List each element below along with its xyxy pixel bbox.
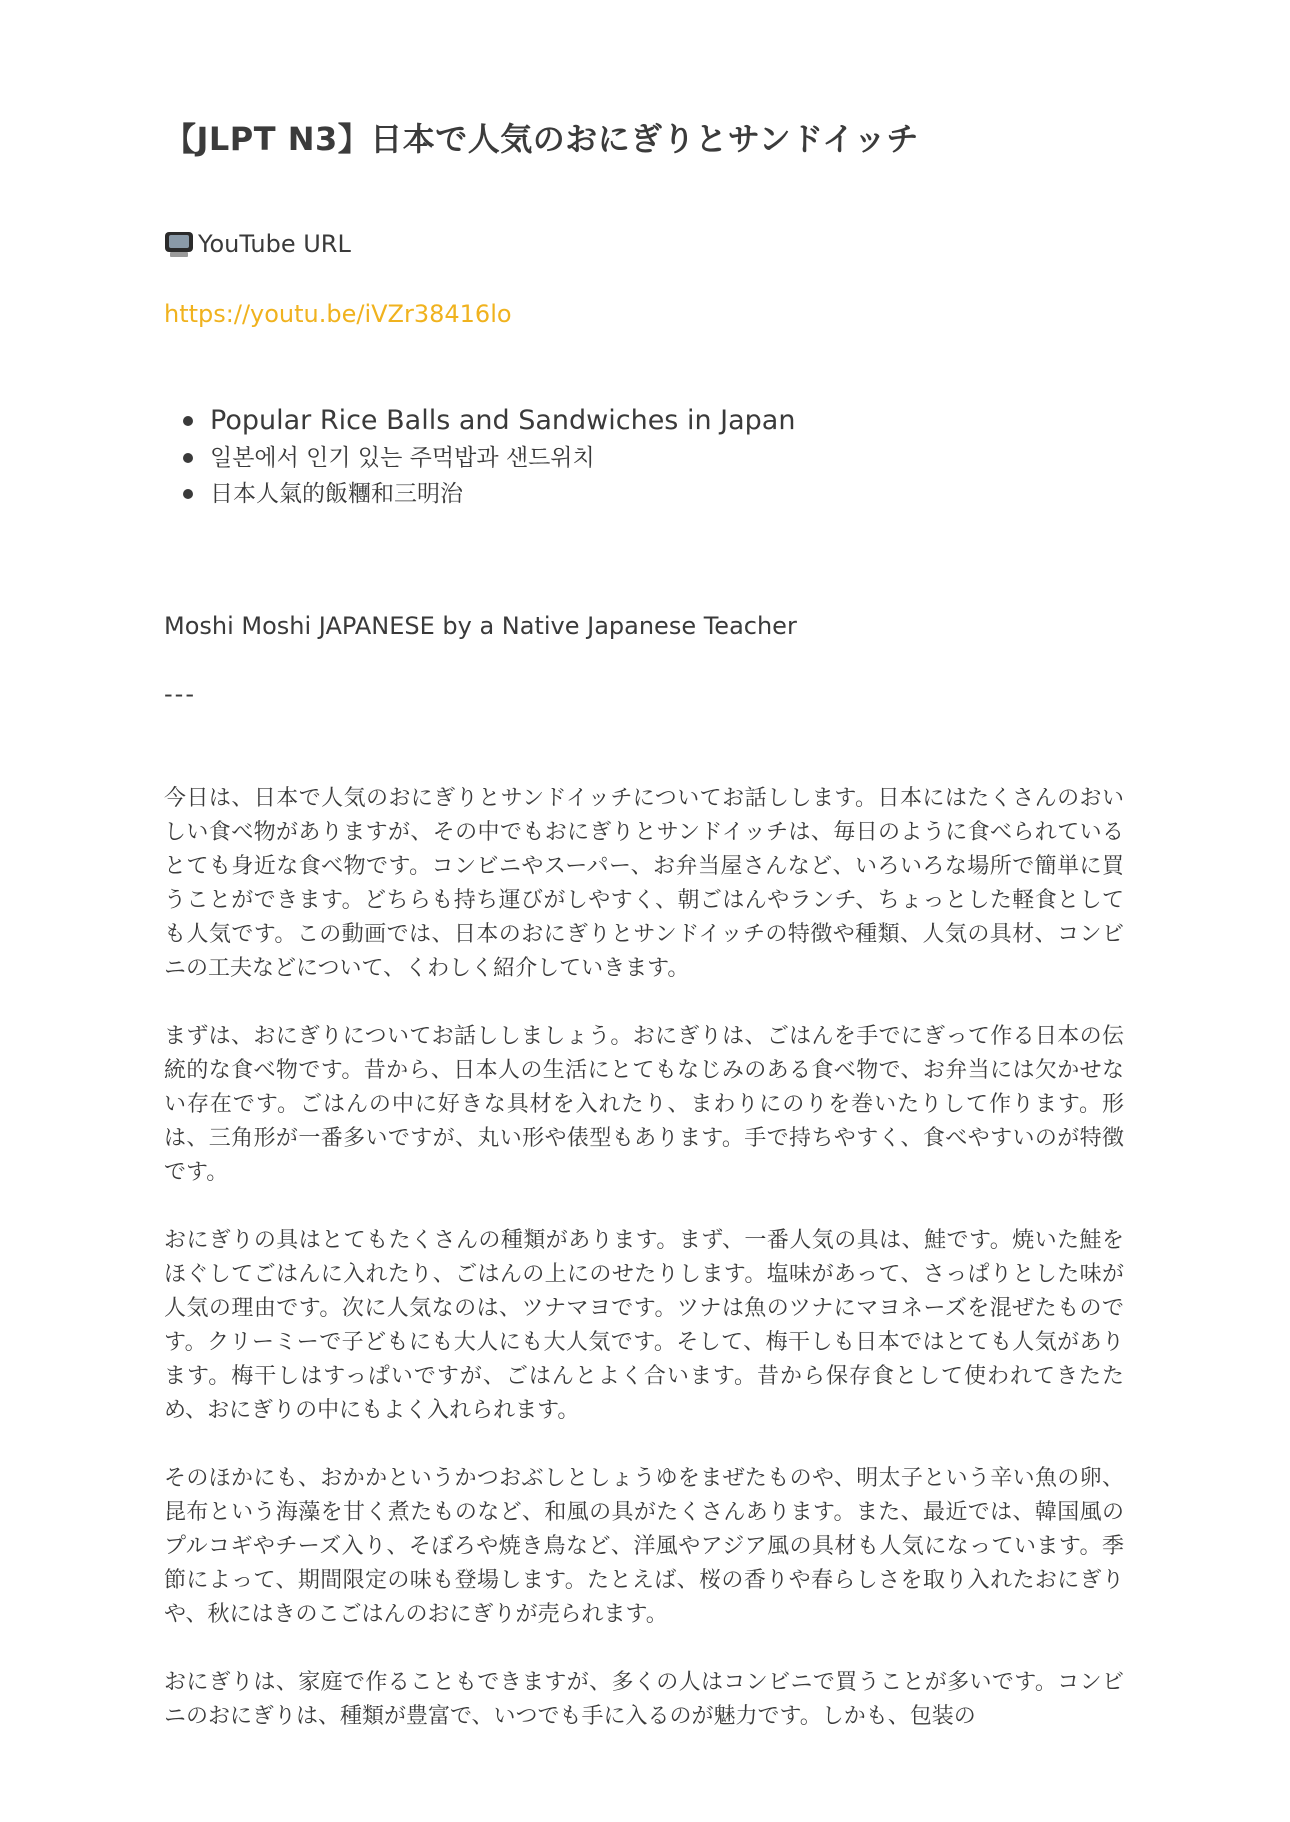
title-korean: 일본에서 인기 있는 주먹밥과 샌드위치: [164, 440, 795, 476]
paragraph-1: 今日は、日本で人気のおにぎりとサンドイッチについてお話しします。日本にはたくさんのおいしい食べ物がありますが、その中でもおにぎりとサンドイッチは、毎日のように食べられているとても身近な食べ物です。コンビニやスーパー、お弁当屋さんなど、いろいろな場所で簡単に買うことができます。どちらも持ち運びがしやすく、朝ごはんやランチ、ちょっとした軽食としても人気です。この動画では、日本のおにぎりとサンドイッチの特徴や種類、人気の具材、コンビニの工夫などについて、くわしく紹介していきます。: [164, 786, 1124, 981]
article-body: [164, 782, 1124, 1768]
divider: ---: [164, 680, 196, 708]
youtube-link[interactable]: https://youtu.be/iVZr38416lo: [164, 300, 512, 328]
channel-name: Moshi Moshi JAPANESE by a Native Japanese Teacher: [164, 612, 797, 640]
title-chinese: 日本人氣的飯糰和三明治: [164, 476, 795, 512]
paragraph-5: おにぎりは、家庭で作ることもできますが、多くの人はコンビニで買うことが多いです。コンビニのおにぎりは、種類が豊富で、いつでも手に入るのが魅力です。しかも、包装の: [164, 1670, 1124, 1729]
translated-titles-list: [164, 402, 795, 512]
youtube-label: YouTube URL: [198, 230, 351, 258]
paragraph-2: まずは、おにぎりについてお話ししましょう。おにぎりは、ごはんを手でにぎって作る日本の伝統的な食べ物です。昔から、日本人の生活にとてもなじみのある食べ物で、お弁当には欠かせない存在です。ごはんの中に好きな具材を入れたり、まわりにのりを巻いたりして作ります。形は、三角形が一番多いですが、丸い形や俵型もあります。手で持ちやすく、食べやすいのが特徴です。: [164, 1024, 1124, 1185]
paragraph-4: そのほかにも、おかかというかつおぶしとしょうゆをまぜたものや、明太子という辛い魚の卵、昆布という海藻を甘く煮たものなど、和風の具がたくさんあります。また、最近では、韓国風のプルコギやチーズ入り、そぼろや焼き鳥など、洋風やアジア風の具材も人気になっています。季節によって、期間限定の味も登場します。たとえば、桜の香りや春らしさを取り入れたおにぎりや、秋にはきのこごはんのおにぎりが売られます。: [164, 1466, 1124, 1627]
title-english: Popular Rice Balls and Sandwiches in Japan: [164, 402, 795, 440]
paragraph-3: おにぎりの具はとてもたくさんの種類があります。まず、一番人気の具は、鮭です。焼いた鮭をほぐしてごはんに入れたり、ごはんの上にのせたりします。塩味があって、さっぱりとした味が人気の理由です。次に人気なのは、ツナマヨです。ツナは魚のツナにマヨネーズを混ぜたものです。クリーミーで子どもにも大人にも大人気です。そして、梅干しも日本ではとても人気があります。梅干しはすっぱいですが、ごはんとよく合います。昔から保存食として使われてきたため、おにぎりの中にもよく入れられます。: [164, 1228, 1124, 1423]
youtube-label-row: [164, 230, 351, 258]
page-title: 【JLPT N3】日本で人気のおにぎりとサンドイッチ: [164, 120, 919, 158]
tv-icon: [164, 230, 194, 258]
